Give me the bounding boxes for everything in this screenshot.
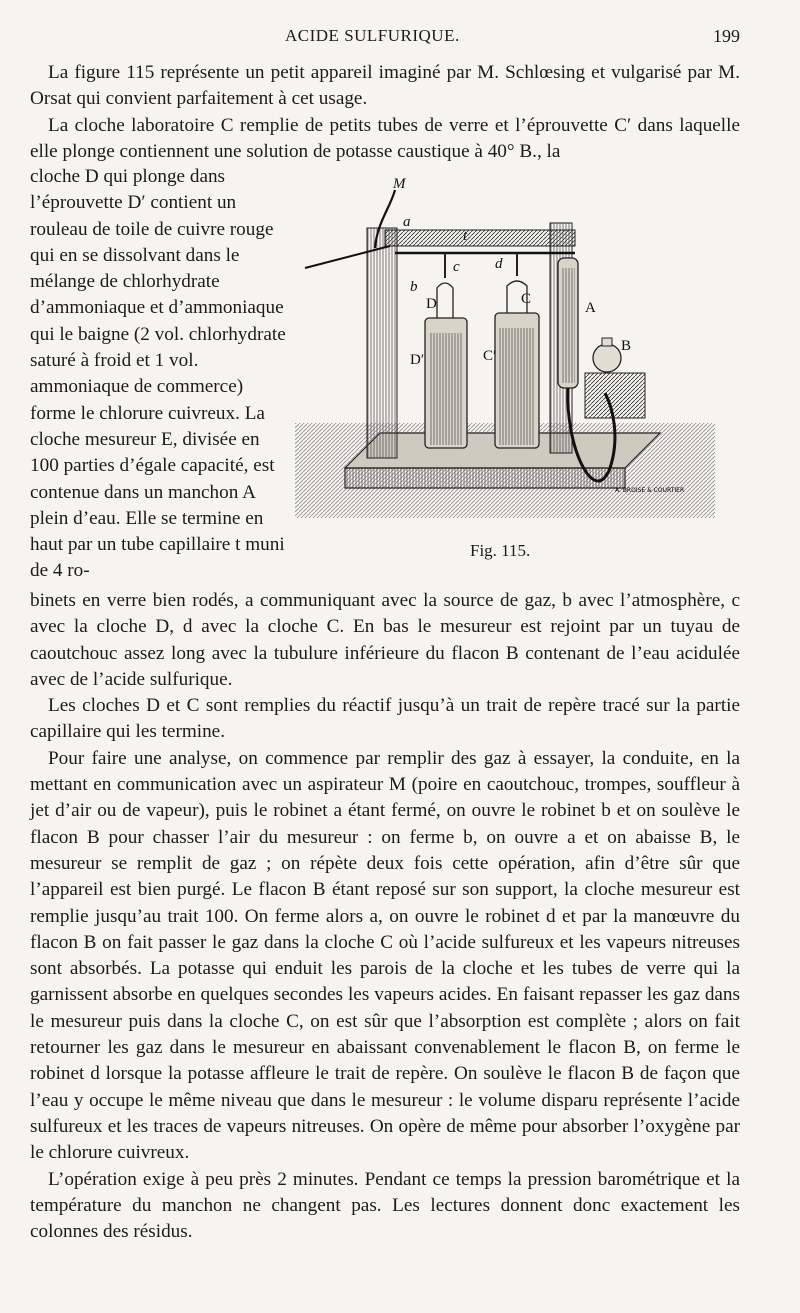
engraver-credit: A. BROISE & COURTIER: [615, 487, 685, 494]
paragraph-cloches: Les cloches D et C sont remplies du réactif jusqu’à un trait de repère tracé sur la partie capillaire qui les termine.: [30, 695, 740, 743]
top-text-block: [30, 60, 740, 165]
figure-caption: Fig. 115.: [470, 541, 531, 560]
figure-label-c-small: c: [453, 259, 460, 275]
figure-label-d: D: [426, 296, 437, 312]
figure-label-c-prime: C′: [483, 348, 497, 364]
running-title: ACIDE SULFURIQUE.: [285, 26, 460, 45]
figure-label-b-small: b: [410, 279, 418, 295]
paragraph-operation: L’opération exige à peu près 2 minutes. Pendant ce temps la pression barométrique et la température du manchon ne changent pas. Les lectures donnent donc exactement les colonnes des résidus.: [30, 1168, 740, 1243]
figure-label-m: M: [393, 176, 406, 192]
wooden-frame: [367, 223, 575, 458]
paragraph-cloche-c: La cloche laboratoire C remplie de petits tubes de verre et l’éprouvette C′ dans laquelle elle plonge contiennent une solution de potasse caustique à 40° B., la: [30, 114, 740, 162]
page-number: 199: [713, 26, 740, 46]
measuring-tube: [558, 258, 578, 388]
page-header: [30, 22, 740, 52]
paragraph-analyse: Pour faire une analyse, on commence par remplir des gaz à essayer, la conduite, en la mettant en communication avec un aspirateur M (poire en caoutchouc, trompes, souffleur à jet d’air ou de vapeur), puis le robinet a étant fermé, on ouvre le robinet b et on soulève le flacon B pour chasser l’air du mesureur : on ferme b, on ouvre a et on abaisse B, le mesureur se remplit de gaz ; on répète deux fois cette opération, afin d’être sûr que l’appareil est bien purgé. Le flacon B étant reposé sur son support, la cloche mesureur est remplie jusqu’au trait 100. On ferme alors a, on ouvre le robinet d et par la manœuvre du flacon B on fait passer le gaz dans la cloche C où l’acide sulfureux et les vapeurs nitreuses sont absorbés. La potasse qui enduit les parois de la cloche et les tubes de verre qui la garnissent absorbe en quelques secondes les vapeurs acides. En faisant repasser les gaz dans le mesureur puis dans la cloche C, on est sûr que l’absorption est complète ; alors on fait retourner les gaz dans le mesureur en abaissant convenablement le flacon B, on ferme le robinet d lorsque la potasse affleure le trait de repère. On soulève le flacon B de façon que l’eau y occupe le même niveau que dans le mesureur : le volume disparu représente l’acide sulfureux et les traces de vapeurs nitreuses. On opère de même pour absorber l’oxygène par le chlorure cuivreux.: [30, 747, 740, 1164]
bottom-text-block: [30, 588, 740, 1245]
figure-label-d-small: d: [495, 256, 503, 272]
wrapped-text-beside-figure: [30, 164, 292, 585]
paragraph-intro: La figure 115 représente un petit appareil imaginé par M. Schlœsing et vulgarisé par M. Orsat qui convient parfaitement à cet usage.: [30, 62, 740, 110]
figure-label-a: A: [585, 300, 596, 316]
figure-label-c: C: [521, 291, 532, 307]
figure-label-d-prime: D′: [410, 352, 425, 368]
figure-label-b: B: [621, 338, 632, 354]
cloche-d: [425, 253, 467, 448]
cloche-c: [495, 253, 539, 448]
figure-label-t: t: [463, 228, 468, 244]
figure-label-a-small: a: [403, 214, 411, 230]
figure-apparatus: [295, 168, 715, 528]
paragraph-wrap: cloche D qui plonge dans l’éprouvette D′ contient un rouleau de toile de cuivre rouge qui en se dissolvant dans le mélange de chlorhydrate d’ammoniaque et d’ammoniaque qui le baigne (2 vol. chlorhydrate saturé à froid et 1 vol. ammoniaque de commerce) forme le chlorure cuivreux. La cloche mesureur E, divisée en 100 parties d’égale capacité, est contenue dans un manchon A plein d’eau. Elle se termine en haut par un tube capillaire t muni de 4 ro-: [30, 166, 286, 582]
flask-b: [585, 338, 645, 418]
paragraph-robinets: binets en verre bien rodés, a communiquant avec la source de gaz, b avec l’atmosphère, c avec la cloche D, d avec la cloche C. En bas le mesureur est rejoint par un tuyau de caoutchouc assez long avec la tubulure inférieure du flacon B contenant de l’eau acidulée avec de l’acide sulfurique.: [30, 590, 740, 690]
